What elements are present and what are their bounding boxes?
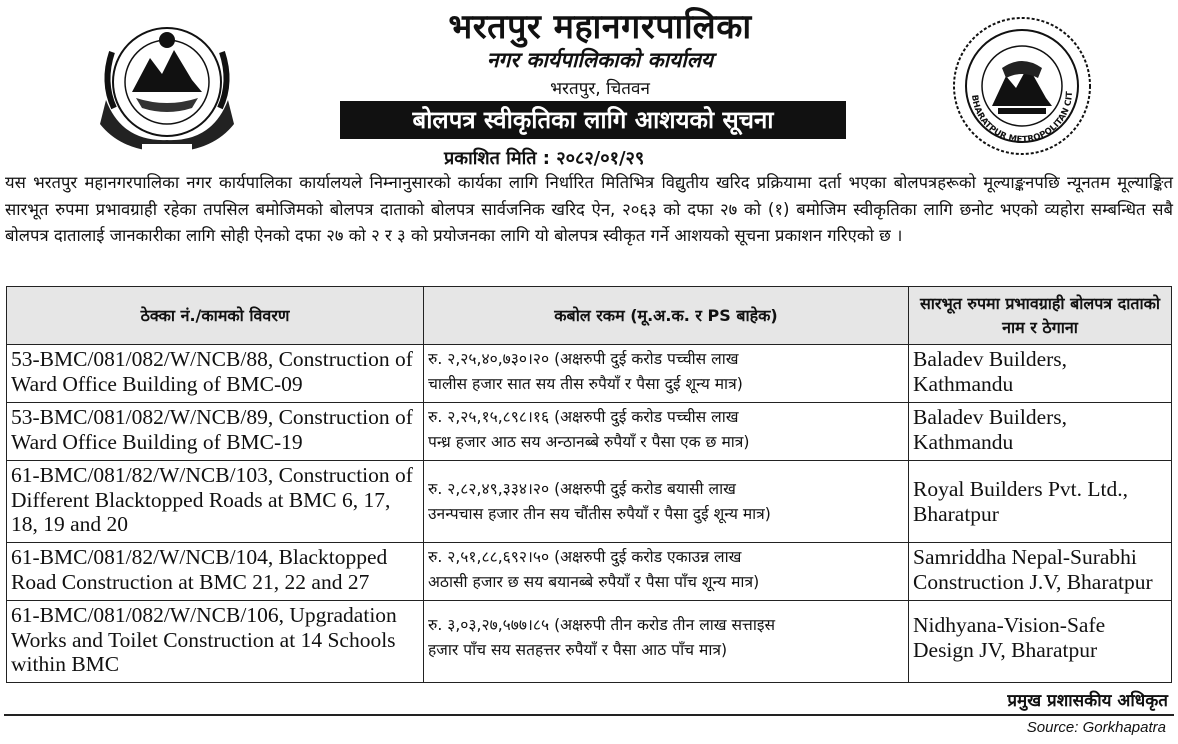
divider bbox=[4, 714, 1174, 716]
amount-cell bbox=[424, 345, 909, 403]
amount-line: रु. २,५१,८८,६९२।५० (अक्षरुपी दुई करोड एकाउन्न लाख bbox=[428, 548, 742, 566]
amount-cell bbox=[424, 601, 909, 683]
bidder-cell: Nidhyana-Vision-Safe Design JV, Bharatpur bbox=[909, 601, 1172, 683]
table-row bbox=[7, 543, 1172, 601]
table-header-row bbox=[7, 287, 1172, 345]
amount-cell bbox=[424, 543, 909, 601]
table-row bbox=[7, 345, 1172, 403]
amount-line: रु. ३,०३,२७,५७७।८५ (अक्षरुपी तीन करोड तीन लाख सत्ताइस bbox=[428, 616, 776, 634]
amount-line: रु. २,२५,४०,७३०।२० (अक्षरुपी दुई करोड पच्चीस लाख bbox=[428, 350, 739, 368]
office-name: नगर कार्यपालिकाको कार्यालय bbox=[486, 48, 714, 72]
bidder-cell: Baladev Builders, Kathmandu bbox=[909, 345, 1172, 403]
contract-cell: 61-BMC/081/82/W/NCB/104, Blacktopped Road Construction at BMC 21, 22 and 27 bbox=[7, 543, 424, 601]
table-row bbox=[7, 403, 1172, 461]
table-row bbox=[7, 461, 1172, 543]
office-location: भरतपुर, चितवन bbox=[550, 79, 650, 99]
page-title: भरतपुर महानगरपालिका bbox=[448, 7, 752, 47]
nepal-emblem-icon bbox=[92, 12, 242, 158]
amount-line: पन्ध्र हजार आठ सय अन्ठानब्बे रुपैयाँ र पैसा एक छ मात्र) bbox=[428, 433, 750, 451]
amount-line: अठासी हजार छ सय बयानब्बे रुपैयाँ र पैसा पाँच शून्य मात्र) bbox=[428, 573, 760, 591]
tender-table bbox=[6, 286, 1172, 683]
amount-line: रु. २,२५,१५,८९८।१६ (अक्षरुपी दुई करोड पच्चीस लाख bbox=[428, 408, 739, 426]
table-row bbox=[7, 601, 1172, 683]
contract-cell: 53-BMC/081/082/W/NCB/88, Construction of Ward Office Building of BMC-09 bbox=[7, 345, 424, 403]
source-credit: Source: Gorkhapatra bbox=[1026, 719, 1166, 736]
contract-cell: 61-BMC/081/82/W/NCB/103, Construction of Different Blacktopped Roads at BMC 6, 17, 18, 19 and 20 bbox=[7, 461, 424, 543]
notice-title: बोलपत्र स्वीकृतिका लागि आशयको सूचना bbox=[340, 101, 846, 139]
seal-text: BHARATPUR METROPOLITAN CIT bbox=[969, 91, 1076, 146]
amount-line: रु. २,८२,४९,३३४।२० (अक्षरुपी दुई करोड बयासी लाख bbox=[428, 479, 736, 498]
contract-cell: 53-BMC/081/082/W/NCB/89, Construction of Ward Office Building of BMC-19 bbox=[7, 403, 424, 461]
bharatpur-seal-icon bbox=[950, 14, 1094, 158]
col-header-bidder: सारभूत रुपमा प्रभावग्राही बोलपत्र दाताको नाम र ठेगाना bbox=[909, 287, 1172, 345]
col-header-amount: कबोल रकम (मू.अ.क. र PS बाहेक) bbox=[424, 287, 909, 345]
col-header-contract: ठेक्का नं./कामको विवरण bbox=[7, 287, 424, 345]
amount-line: उनन्पचास हजार तीन सय चौंतीस रुपैयाँ र पैसा दुई शून्य मात्र) bbox=[428, 504, 771, 523]
published-date: प्रकाशित मिति : २०८२/०१/२९ bbox=[444, 148, 645, 169]
bidder-cell: Baladev Builders, Kathmandu bbox=[909, 403, 1172, 461]
amount-cell bbox=[424, 403, 909, 461]
notice-body-text: यस भरतपुर महानगरपालिका नगर कार्यपालिका कार्यालयले निम्नानुसारको कार्यका लागि निर्धारित मितिभित्र विद्युतीय खरिद प्रक्रियामा दर्ता भएका बोलपत्रहरूको मूल्याङ्कनपछि न्यूनतम मूल्याङ्कित सारभूत रुपमा प्रभावग्राही रहेका तपसिल बमोजिमको बोलपत्र दाताको बोलपत्र सार्वजनिक खरिद ऐन, २०६३ को दफा २७ को (१) बमोजिम स्वीकृतिका लागि छनोट भएको व्यहोरा सम्बन्धित सबै बोलपत्र दातालाई जानकारीका लागि सोही ऐनको दफा २७ को २ र ३ को प्रयोजनका लागि यो बोलपत्र स्वीकृत गर्ने आशयको सूचना प्रकाशन गरिएको छ । bbox=[5, 173, 1173, 245]
bidder-cell: Samriddha Nepal-Surabhi Construction J.V, Bharatpur bbox=[909, 543, 1172, 601]
amount-line: हजार पाँच सय सतहत्तर रुपैयाँ र पैसा आठ पाँच मात्र) bbox=[428, 641, 728, 659]
amount-line: चालीस हजार सात सय तीस रुपैयाँ र पैसा दुई शून्य मात्र) bbox=[428, 375, 743, 393]
bidder-cell: Royal Builders Pvt. Ltd., Bharatpur bbox=[909, 461, 1172, 543]
signatory-title: प्रमुख प्रशासकीय अधिकृत bbox=[1007, 691, 1168, 711]
contract-cell: 61-BMC/081/082/W/NCB/106, Upgradation Works and Toilet Construction at 14 Schools within BMC bbox=[7, 601, 424, 683]
amount-cell bbox=[424, 461, 909, 543]
